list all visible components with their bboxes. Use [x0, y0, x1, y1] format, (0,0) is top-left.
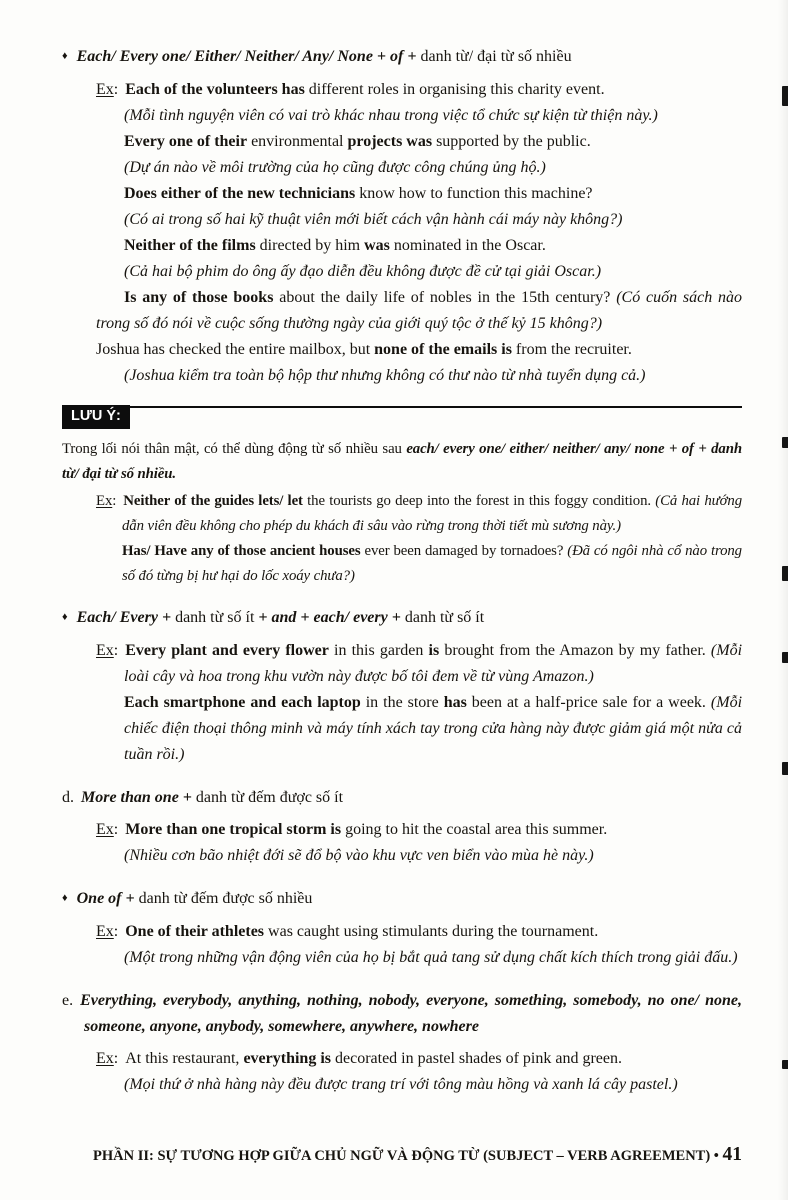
- text-run: has: [443, 694, 467, 711]
- text-run: Each/ Every +: [76, 609, 172, 626]
- footer-chapter-title: PHẦN II: SỰ TƯƠNG HỢP GIỮA CHỦ NGỮ VÀ ĐỘNG TỪ (SUBJECT – VERB AGREEMENT): [93, 1148, 711, 1164]
- text-run: directed by him: [255, 237, 365, 254]
- page-footer: [93, 1144, 742, 1166]
- examples-block-3: [0, 817, 742, 869]
- scan-artifact-mark: [782, 437, 788, 448]
- text-run: (Dự án nào về môi trường của họ cũng được công chúng ủng hộ.): [124, 159, 546, 176]
- text-run: Trong lối nói thân mật, có thể dùng động từ số nhiều sau: [62, 441, 407, 457]
- text-run: going to hit the coastal area this summer.: [341, 821, 608, 838]
- rule-heading-each-and-every: [62, 605, 742, 632]
- page-number: 41: [722, 1144, 742, 1165]
- ex-label-text: Ex: [96, 493, 113, 509]
- ex-label-text: Ex: [96, 642, 114, 659]
- text-run: Neither of the guides lets/ let: [123, 493, 303, 509]
- example-text: [125, 81, 604, 98]
- ex-label: [96, 821, 118, 838]
- translation-text: [124, 367, 646, 384]
- text-run: (Nhiều cơn bão nhiệt đới sẽ đổ bộ vào khu vực ven biển vào mùa hè này.): [124, 847, 594, 864]
- text-run: Joshua has checked the entire mailbox, but: [96, 341, 375, 358]
- example-text: [124, 642, 742, 685]
- ex-label-colon: :: [113, 821, 119, 838]
- text-run: danh từ đếm được số ít: [191, 789, 344, 806]
- scan-artifact-mark: [782, 86, 788, 106]
- translation-line: [124, 259, 742, 285]
- example-line: [124, 129, 742, 155]
- example-text: [125, 923, 598, 940]
- rule-heading-none-of: [62, 44, 742, 71]
- note-example-line: [96, 489, 742, 538]
- text-run: At this restaurant,: [125, 1050, 244, 1067]
- text-run: everything is: [243, 1050, 331, 1067]
- translation-text: [124, 847, 594, 864]
- text-run: (Mỗi chiếc điện thoại thông minh và máy tính xách tay trong cửa hàng này được giảm giá một nửa cả tuần rồi.): [124, 694, 743, 763]
- rule-heading-one-of: [62, 886, 742, 913]
- text-run: each/ every one/ either/ neither/ any/ none + of + danh từ/ đại từ số nhiều.: [62, 441, 742, 482]
- ex-label: [96, 81, 118, 98]
- ex-label: [96, 493, 116, 509]
- text-run: (Mọi thứ ở nhà hàng này đều được trang trí với tông màu hồng và xanh lá cây pastel.): [124, 1076, 678, 1093]
- ex-label-colon: :: [113, 81, 119, 98]
- ex-label-text: Ex: [96, 1050, 114, 1067]
- example-line: [96, 337, 742, 363]
- rule-heading-text: [80, 992, 742, 1035]
- ex-label-colon: :: [113, 642, 119, 659]
- example-text: [96, 341, 632, 358]
- example-line: [96, 285, 742, 337]
- text-run: (Có cuốn sách nào trong số đó nói về cuộc sống thường ngày của giới quý tộc ở thế kỷ 15 không?): [96, 289, 742, 332]
- examples-block-5: [0, 1046, 742, 1098]
- translation-text: [124, 949, 738, 966]
- note-body-text: [62, 441, 742, 482]
- text-run: about the daily life of nobles in the 15th century?: [273, 289, 617, 306]
- text-run: (Joshua kiểm tra toàn bộ hộp thư nhưng không có thư nào từ nhà tuyển dụng cả.): [124, 367, 646, 384]
- text-run: One of +: [76, 890, 135, 907]
- ex-label-text: Ex: [96, 923, 114, 940]
- text-run: + and + each/ every +: [258, 609, 401, 626]
- rule-heading-more-than-one: [62, 785, 742, 811]
- rule-heading-text: [77, 609, 485, 626]
- example-text: [125, 1050, 622, 1067]
- example-text: [96, 289, 742, 332]
- text-run: (Cả hai bộ phim do ông ấy đạo diễn đều không được đề cử tại giải Oscar.): [124, 263, 602, 280]
- diamond-bullet-icon: ♦: [62, 611, 68, 623]
- text-run: Each of the volunteers has: [125, 81, 305, 98]
- example-text: [124, 185, 593, 202]
- rule-heading-text: [77, 48, 572, 65]
- text-run: none of the emails is: [374, 341, 512, 358]
- text-run: different roles in organising this charity event.: [304, 81, 605, 98]
- ex-label-text: Ex: [96, 821, 114, 838]
- example-text: [125, 821, 607, 838]
- note-rule-line: [130, 406, 742, 408]
- ex-label-colon: :: [113, 923, 119, 940]
- example-text: [124, 694, 742, 763]
- example-line: [96, 77, 742, 103]
- ex-label-colon: :: [113, 1050, 119, 1067]
- text-run: know how to function this machine?: [355, 185, 593, 202]
- example-line: [96, 817, 742, 843]
- text-run: Each smartphone and each laptop: [124, 694, 361, 711]
- text-run: One of their athletes: [125, 923, 265, 940]
- example-line: [124, 181, 742, 207]
- example-text: [122, 493, 742, 534]
- text-run: More than one +: [81, 789, 192, 806]
- text-run: Each/ Every one/ Either/ Neither/ Any/ None + of +: [76, 48, 417, 65]
- text-run: decorated in pastel shades of pink and green.: [330, 1050, 622, 1067]
- example-text: [124, 237, 546, 254]
- text-run: Every plant and every flower: [125, 642, 329, 659]
- list-marker-d: d.: [62, 789, 74, 806]
- example-line: [96, 1046, 742, 1072]
- ex-label: [96, 1050, 118, 1067]
- list-marker-e: e.: [62, 992, 74, 1009]
- text-run: (Mỗi loài cây và hoa trong khu vườn này được bố tôi đem về từ vùng Amazon.): [124, 642, 743, 685]
- translation-text: [124, 211, 623, 228]
- examples-block-4: [0, 919, 742, 971]
- text-run: projects was: [347, 133, 433, 150]
- text-run: in the store: [360, 694, 444, 711]
- translation-text: [124, 1076, 678, 1093]
- text-run: Is any of those books: [124, 289, 274, 306]
- text-run: supported by the public.: [432, 133, 591, 150]
- text-run: been at a half-price sale for a week.: [466, 694, 711, 711]
- note-body: [62, 437, 742, 486]
- text-run: Every one of their: [124, 133, 248, 150]
- text-run: nominated in the Oscar.: [389, 237, 546, 254]
- text-run: (Đã có ngôi nhà cổ nào trong số đó từng bị hư hại do lốc xoáy chưa?): [122, 543, 742, 584]
- translation-line: [124, 843, 742, 869]
- text-run: the tourists go deep into the forest in this foggy condition.: [302, 493, 656, 509]
- example-text: [122, 543, 742, 584]
- text-run: from the recruiter.: [511, 341, 632, 358]
- examples-block-2: [0, 638, 742, 768]
- translation-line: [124, 363, 742, 389]
- example-text: [124, 133, 591, 150]
- text-run: danh từ số ít: [400, 609, 485, 626]
- example-line: [124, 690, 742, 768]
- text-run: Has/ Have any of those ancient houses: [122, 543, 361, 559]
- translation-text: [124, 159, 546, 176]
- text-run: Does either of the new technicians: [124, 185, 356, 202]
- text-run: Neither of the films: [124, 237, 256, 254]
- ex-label-colon: :: [112, 493, 117, 509]
- text-run: was: [364, 237, 390, 254]
- text-run: brought from the Amazon by my father.: [439, 642, 711, 659]
- translation-line: [124, 207, 742, 233]
- text-run: (Có ai trong số hai kỹ thuật viên mới biết cách vận hành cái máy này không?): [124, 211, 623, 228]
- scan-artifact-mark: [782, 566, 788, 581]
- text-run: in this garden: [328, 642, 429, 659]
- note-header: [62, 405, 742, 429]
- text-run: (Mỗi tình nguyện viên có vai trò khác nhau trong việc tổ chức sự kiện từ thiện này.): [124, 107, 658, 124]
- rule-heading-indefinite-pronouns: [62, 988, 742, 1040]
- rule-heading-text: [81, 789, 343, 806]
- example-line: [96, 638, 742, 690]
- text-run: was caught using stimulants during the tournament.: [264, 923, 599, 940]
- text-run: (Cả hai hướng dẫn viên đều không cho phép du khách đi sâu vào rừng trong thời tiết mù sương này.): [122, 493, 743, 534]
- translation-line: [124, 1072, 742, 1098]
- text-run: ever been damaged by tornadoes?: [360, 543, 568, 559]
- examples-block-1: [0, 77, 742, 389]
- footer-separator: •: [710, 1148, 723, 1164]
- text-run: environmental: [247, 133, 348, 150]
- example-line: [124, 233, 742, 259]
- note-label: LƯU Ý:: [62, 405, 130, 429]
- ex-label: [96, 642, 118, 659]
- scan-artifact-mark: [782, 762, 788, 775]
- translation-line: [124, 155, 742, 181]
- text-run: danh từ đếm được số nhiều: [134, 890, 313, 907]
- text-run: Everything, everybody, anything, nothing, nobody, everyone, something, somebody, no one/ none, someone, anyone, anybody, somewhere, anywhere, nowhere: [80, 992, 742, 1035]
- rule-heading-text: [77, 890, 313, 907]
- text-run: danh từ số ít: [171, 609, 259, 626]
- note-example-line: [122, 539, 742, 588]
- ex-label: [96, 923, 118, 940]
- example-line: [96, 919, 742, 945]
- note-box: [62, 405, 742, 588]
- translation-text: [124, 263, 601, 280]
- translation-line: [124, 945, 742, 971]
- diamond-bullet-icon: ♦: [62, 50, 68, 62]
- text-run: is: [428, 642, 440, 659]
- text-run: More than one tropical storm is: [125, 821, 342, 838]
- ex-label-text: Ex: [96, 81, 114, 98]
- text-run: danh từ/ đại từ số nhiều: [416, 48, 572, 65]
- translation-line: [124, 103, 742, 129]
- text-run: (Một trong những vận động viên của họ bị bắt quả tang sử dụng chất kích thích trong giải đấu.): [124, 949, 738, 966]
- diamond-bullet-icon: ♦: [62, 892, 68, 904]
- scan-artifact-mark: [782, 1060, 788, 1069]
- scan-artifact-mark: [782, 652, 788, 663]
- translation-text: [124, 107, 658, 124]
